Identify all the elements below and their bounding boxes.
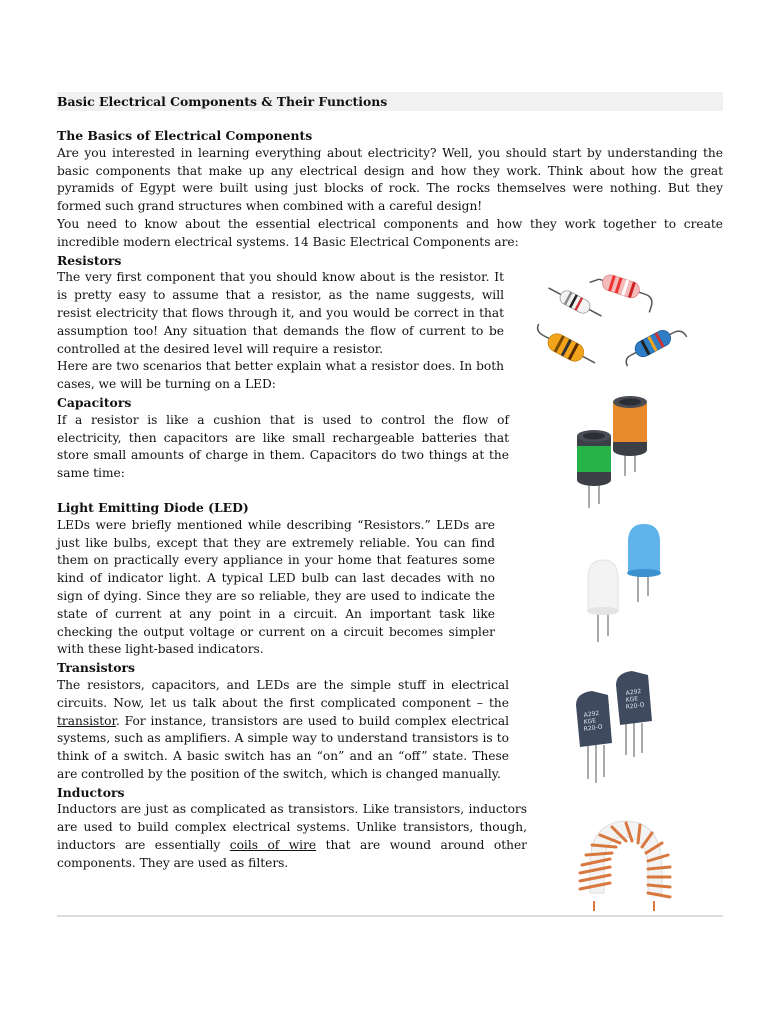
resistors-illustration — [530, 262, 690, 380]
inductors-heading: Inductors — [57, 784, 125, 800]
intro-paragraph-1: Are you interested in learning everything about electricity? Well, you should start by understanding the basic components that make up any electrical design and how they work. Think about how the great pyramids of Egypt were built using just blocks of rock. The rocks themselves were nothing. But they formed such grand structures when combined with a careful design! — [57, 145, 723, 214]
resistors-paragraph-2: Here are two scenarios that better explain what a resistor does. In both cases, we will be turning on a LED: — [57, 359, 504, 392]
inductor-illustration — [570, 805, 680, 913]
resistors-heading: Resistors — [57, 252, 122, 268]
intro-heading: The Basics of Electrical Components — [57, 128, 313, 143]
intro-paragraph-2: You need to know about the essential electrical components and how they work together to create incredible modern electrical systems. 14 Basic Electrical Components are: — [57, 216, 723, 249]
led-heading: Light Emitting Diode (LED) — [57, 499, 249, 515]
transistor-marking: R20-O — [583, 723, 603, 733]
bottom-divider — [57, 915, 723, 917]
transistor-marking: A292 — [583, 709, 600, 719]
inductors-text-b: that are wound around other components. They are used as filters. — [57, 838, 527, 870]
transistors-paragraph-1 — [57, 677, 509, 784]
transistor-marking: KGE — [583, 717, 597, 726]
led-paragraph-1: LEDs were briefly mentioned while describing “Resistors.” LEDs are just like bulbs, except that they are extremely reliable. You can find them on practically every appliance in your home that features some kind of indicator light. A typical LED bulb can last decades with no sign of dying. Since they are so reliable, they are used to indicate the state of current at any point in a circuit. An important task like checking the output voltage or current on a circuit becomes simpler with these light-based indicators. — [57, 517, 495, 657]
transistors-text-a: The resistors, capacitors, and LEDs are the simple stuff in electrical circuits. Now, let us talk about the first complicated component – the — [57, 677, 509, 710]
spacer — [57, 111, 723, 127]
inductors-paragraph-1 — [57, 801, 527, 872]
document-title: Basic Electrical Components & Their Functions — [57, 92, 723, 111]
capacitors-illustration — [565, 392, 660, 510]
capacitors-paragraph-1: If a resistor is like a cushion that is used to control the flow of electricity, then capacitors are like small rechargeable batteries that store small amounts of charge in them. Capacitors do two things at the same time: — [57, 412, 509, 481]
transistors-illustration — [570, 665, 660, 785]
transistors-text-b: . For instance, transistors are used to build complex electrical systems, such as amplifiers. A simple way to understand transistors is to think of a switch. A basic switch has an “on” and an “off” state. These are controlled by the position of the switch, which is changed manually. — [57, 713, 509, 781]
transistor-marking: KGE — [625, 695, 639, 704]
inductors-text-a: Inductors are just as complicated as transistors. Like transistors, inductors are used to build complex electrical systems. Unlike transistors, though, inductors are essentially — [57, 802, 527, 853]
leds-illustration — [580, 520, 670, 645]
transistor-marking: R20-O — [625, 701, 645, 711]
capacitors-heading: Capacitors — [57, 394, 132, 410]
transistors-heading: Transistors — [57, 660, 136, 676]
resistors-paragraph-1: The very first component that you should know about is the resistor. It is pretty easy to assume that a resistor, as the name suggests, will resist electricity that flows through it, and you would be correct in that assumption too! Any situation that demands the flow of current to be controlled at the desired level will require a resistor. — [57, 270, 504, 356]
transistor-link[interactable]: transistor — [57, 713, 116, 728]
coils-of-wire-link[interactable]: coils of wire — [229, 838, 317, 853]
transistor-marking: A292 — [625, 687, 642, 697]
